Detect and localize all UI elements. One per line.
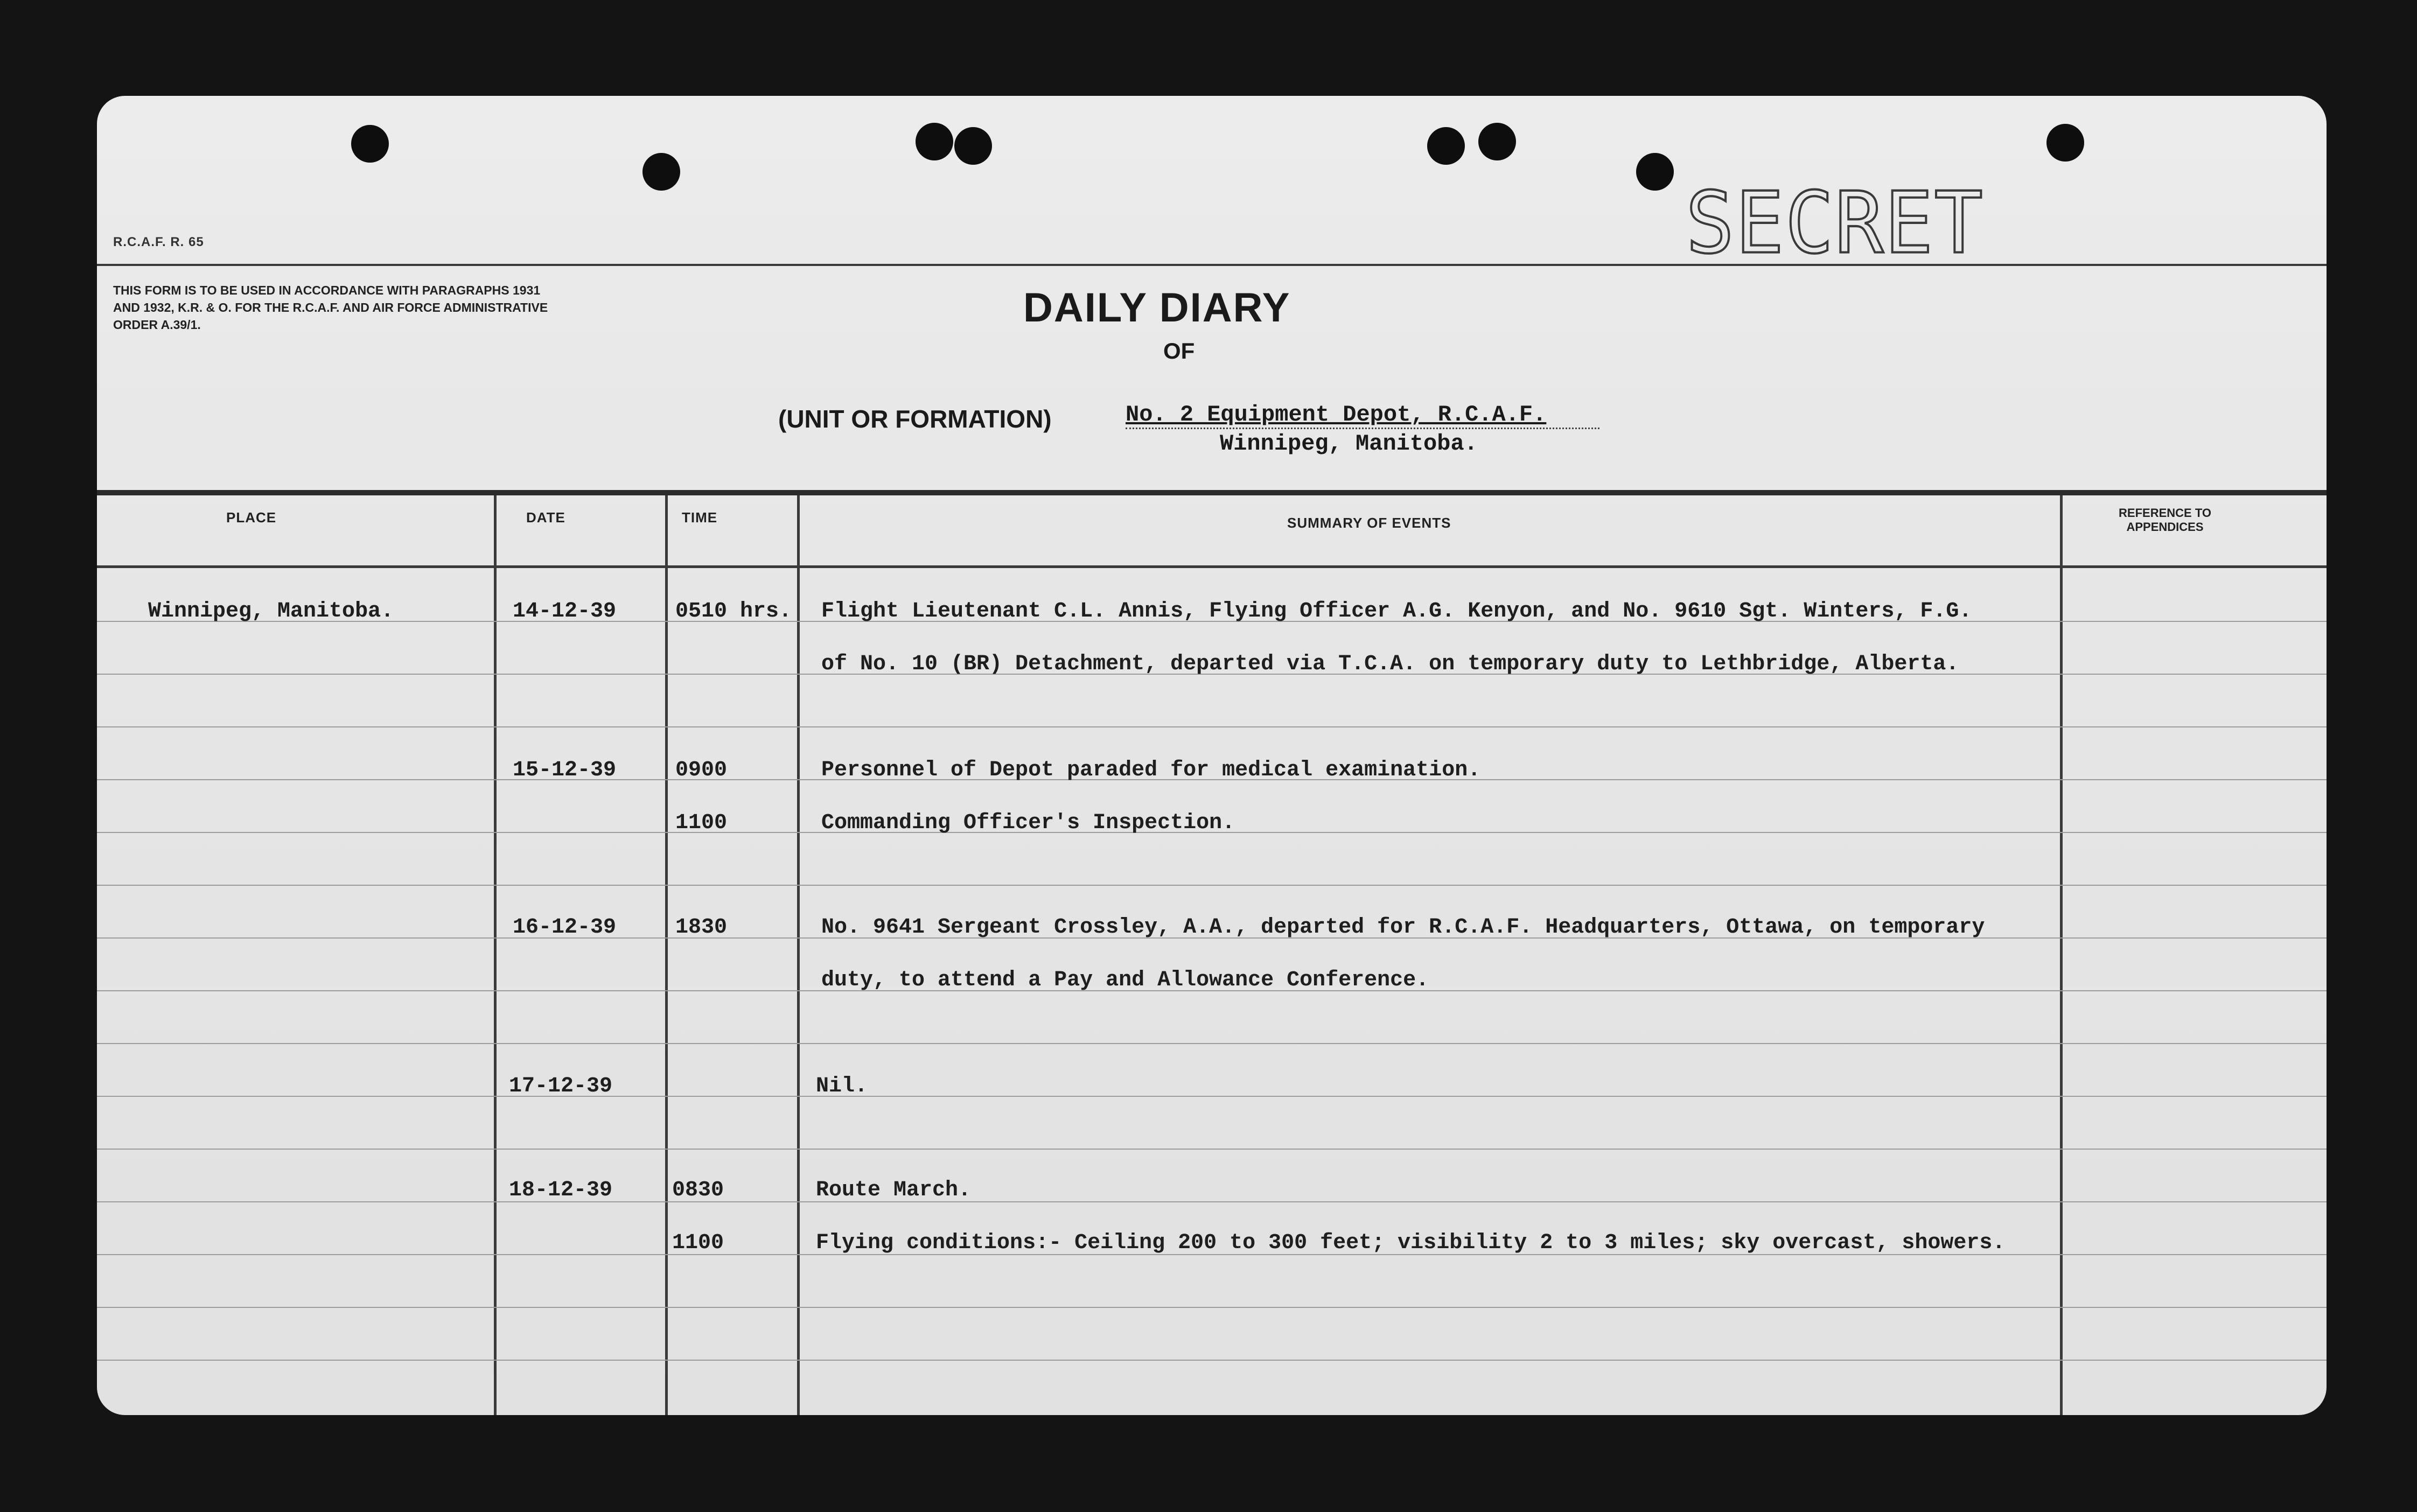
punch-hole	[1636, 153, 1674, 191]
form-number: R.C.A.F. R. 65	[113, 235, 204, 249]
table-top-border	[97, 490, 2327, 495]
punch-hole	[642, 153, 680, 191]
entry-summary: Flight Lieutenant C.L. Annis, Flying Officer A.G. Kenyon, and No. 9610 Sgt. Winters, F.G.	[821, 599, 1972, 624]
page-title: DAILY DIARY	[1023, 285, 1291, 331]
entry-time: 0900	[675, 758, 728, 782]
ruled-line	[97, 1360, 2327, 1361]
punch-hole	[954, 127, 992, 165]
header-divider	[97, 565, 2327, 568]
column-divider	[665, 495, 668, 1415]
column-divider	[797, 495, 800, 1415]
ruled-line	[97, 1149, 2327, 1150]
punch-hole	[1427, 127, 1465, 165]
entry-summary: Flying conditions:- Ceiling 200 to 300 feet; visibility 2 to 3 miles; sky overcast, showers.	[816, 1231, 2006, 1255]
column-header-date: DATE	[526, 509, 565, 526]
form-instructions: THIS FORM IS TO BE USED IN ACCORDANCE WITH PARAGRAPHS 1931 AND 1932, K.R. & O. FOR THE R.C.A.F. AND AIR FORCE ADMINISTRATIVE ORDER A.39/1.	[113, 283, 548, 332]
punch-hole	[916, 123, 953, 160]
entry-summary: No. 9641 Sergeant Crossley, A.A., departed for R.C.A.F. Headquarters, Ottawa, on temporary	[821, 915, 1985, 940]
entry-summary: Route March.	[816, 1178, 972, 1202]
column-header-time: TIME	[682, 509, 718, 526]
entry-summary: duty, to attend a Pay and Allowance Conference.	[821, 968, 1429, 992]
entry-summary: Commanding Officer's Inspection.	[821, 811, 1235, 835]
entry-time: 1100	[672, 1231, 724, 1255]
column-divider	[2060, 495, 2063, 1415]
punch-hole	[351, 125, 389, 163]
ruled-line	[97, 726, 2327, 727]
unit-name: No. 2 Equipment Depot, R.C.A.F.	[1126, 402, 1599, 429]
entry-summary: of No. 10 (BR) Detachment, departed via T.C.A. on temporary duty to Lethbridge, Alberta.	[821, 652, 1959, 676]
entry-time: 1830	[675, 915, 728, 940]
entry-date: 16-12-39	[513, 915, 617, 940]
entry-date: 18-12-39	[509, 1178, 613, 1202]
entry-summary: Nil.	[816, 1074, 868, 1098]
entry-time: 0510 hrs.	[675, 599, 792, 624]
unit-label: (UNIT OR FORMATION)	[778, 405, 1052, 433]
title-of: OF	[1163, 338, 1195, 363]
secret-stamp: SECRET	[1686, 174, 1984, 273]
ruled-line	[97, 1201, 2327, 1202]
punch-hole	[1478, 123, 1516, 160]
column-header-summary: SUMMARY OF EVENTS	[1287, 515, 1451, 531]
column-header-place: PLACE	[226, 509, 277, 526]
entry-summary: Personnel of Depot paraded for medical examination.	[821, 758, 1481, 782]
ruled-line	[97, 1043, 2327, 1044]
entry-date: 17-12-39	[509, 1074, 613, 1098]
ruled-line	[97, 885, 2327, 886]
divider	[97, 264, 2327, 266]
entry-date: 14-12-39	[513, 599, 617, 624]
diary-sheet	[97, 96, 2327, 1415]
entry-time: 1100	[675, 811, 728, 835]
column-divider	[494, 495, 497, 1415]
unit-location: Winnipeg, Manitoba.	[1220, 431, 1478, 457]
entry-date: 15-12-39	[513, 758, 617, 782]
entry-place: Winnipeg, Manitoba.	[148, 599, 394, 624]
ruled-line	[97, 1307, 2327, 1308]
ruled-line	[97, 1096, 2327, 1097]
column-header-reference: REFERENCE TO APPENDICES	[2119, 506, 2211, 534]
punch-hole	[2046, 124, 2084, 162]
entry-time: 0830	[672, 1178, 724, 1202]
